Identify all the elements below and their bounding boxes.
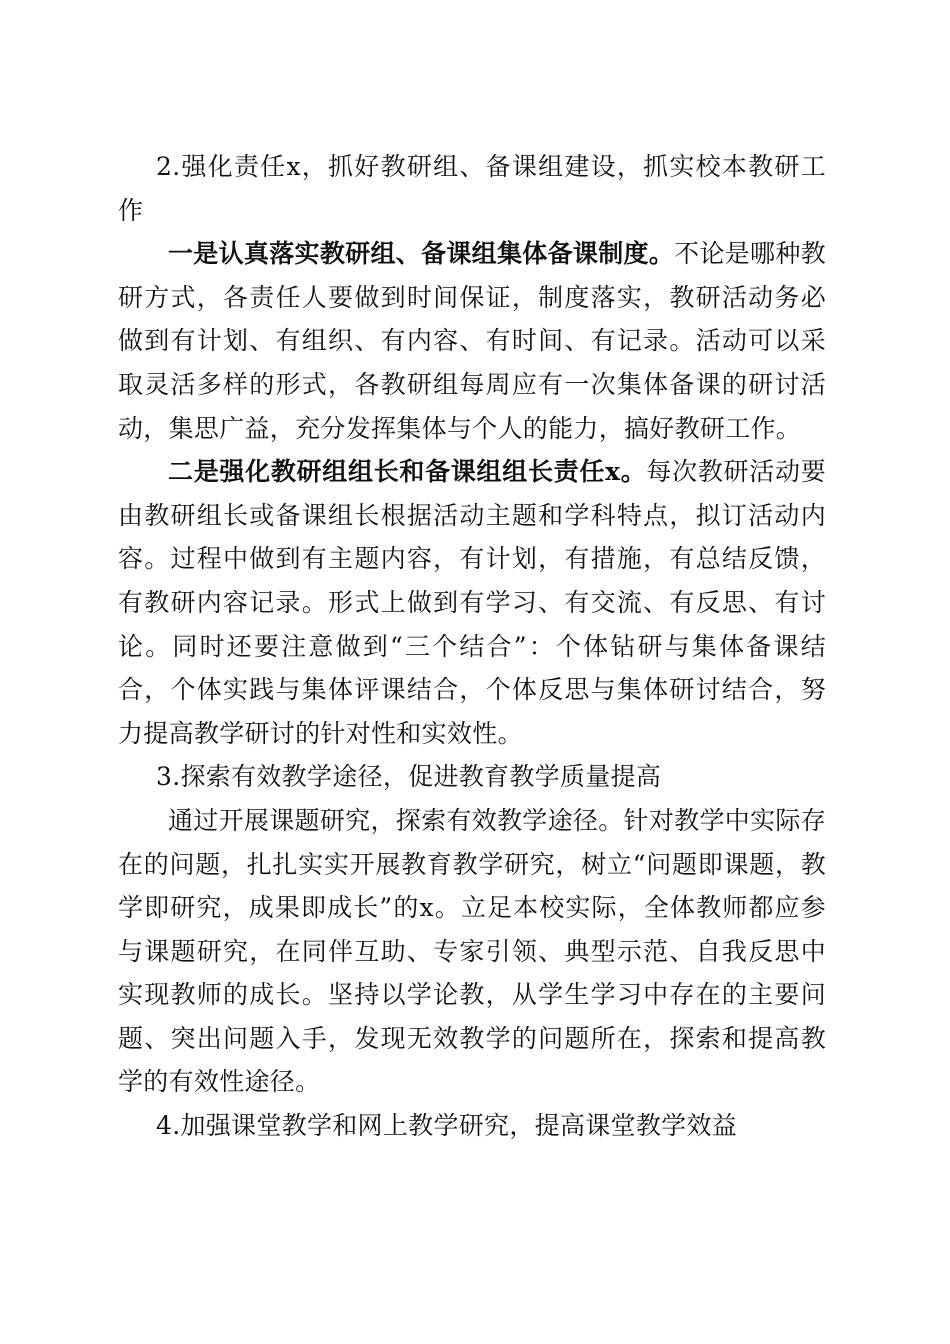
paragraph-leader-responsibility bbox=[118, 450, 826, 755]
section-heading-3: 3.探索有效教学途径，促进教育教学质量提高 bbox=[156, 762, 662, 792]
paragraph-body: 通过开展课题研究，探索有效教学途径。针对教学中实际存在的问题，扎扎实实开展教育教学研究，树立“问题即课题，教学即研究，成果即成长”的x。立足本校实际，全体教师都应参与课题研究，在同伴互助、专家引领、典型示范、自我反思中实现教师的成长。坚持以学论教，从学生学习中存在的主要问题、突出问题入手，发现无效教学的问题所在，探索和提高教学的有效性途径。 bbox=[118, 805, 826, 1097]
paragraph-lead: 一是认真落实教研组、备课组集体备课制度。 bbox=[168, 239, 675, 269]
paragraph-body: 不论是哪种教研方式，各责任人要做到时间保证，制度落实，教研活动务必做到有计划、有组织、有内容、有时间、有记录。活动可以采取灵活多样的形式，各教研组每周应有一次集体备课的研讨活动，集思广益，充分发挥集体与个人的能力，搞好教研工作。 bbox=[118, 239, 826, 443]
paragraph-collective-lesson-planning bbox=[118, 232, 826, 450]
paragraph-research-projects bbox=[118, 799, 826, 1104]
paragraph-body: 每次教研活动要由教研组长或备课组长根据活动主题和学科特点，拟订活动内容。过程中做到有主题内容，有计划，有措施，有总结反馈，有教研内容记录。形式上做到有学习、有交流、有反思、有讨论。同时还要注意做到“三个结合”：个体钻研与集体备课结合，个体实践与集体评课结合，个体反思与集体研讨结合，努力提高教学研讨的针对性和实效性。 bbox=[118, 457, 826, 748]
section-heading-4: 4.加强课堂教学和网上教学研究，提高课堂教学效益 bbox=[156, 1111, 738, 1141]
section-heading-2: 2.强化责任x，抓好教研组、备课组建设，抓实校本教研工作 bbox=[118, 152, 826, 225]
document-body bbox=[118, 145, 826, 1148]
paragraph-lead: 二是强化教研组组长和备课组组长责任x。 bbox=[168, 457, 647, 487]
